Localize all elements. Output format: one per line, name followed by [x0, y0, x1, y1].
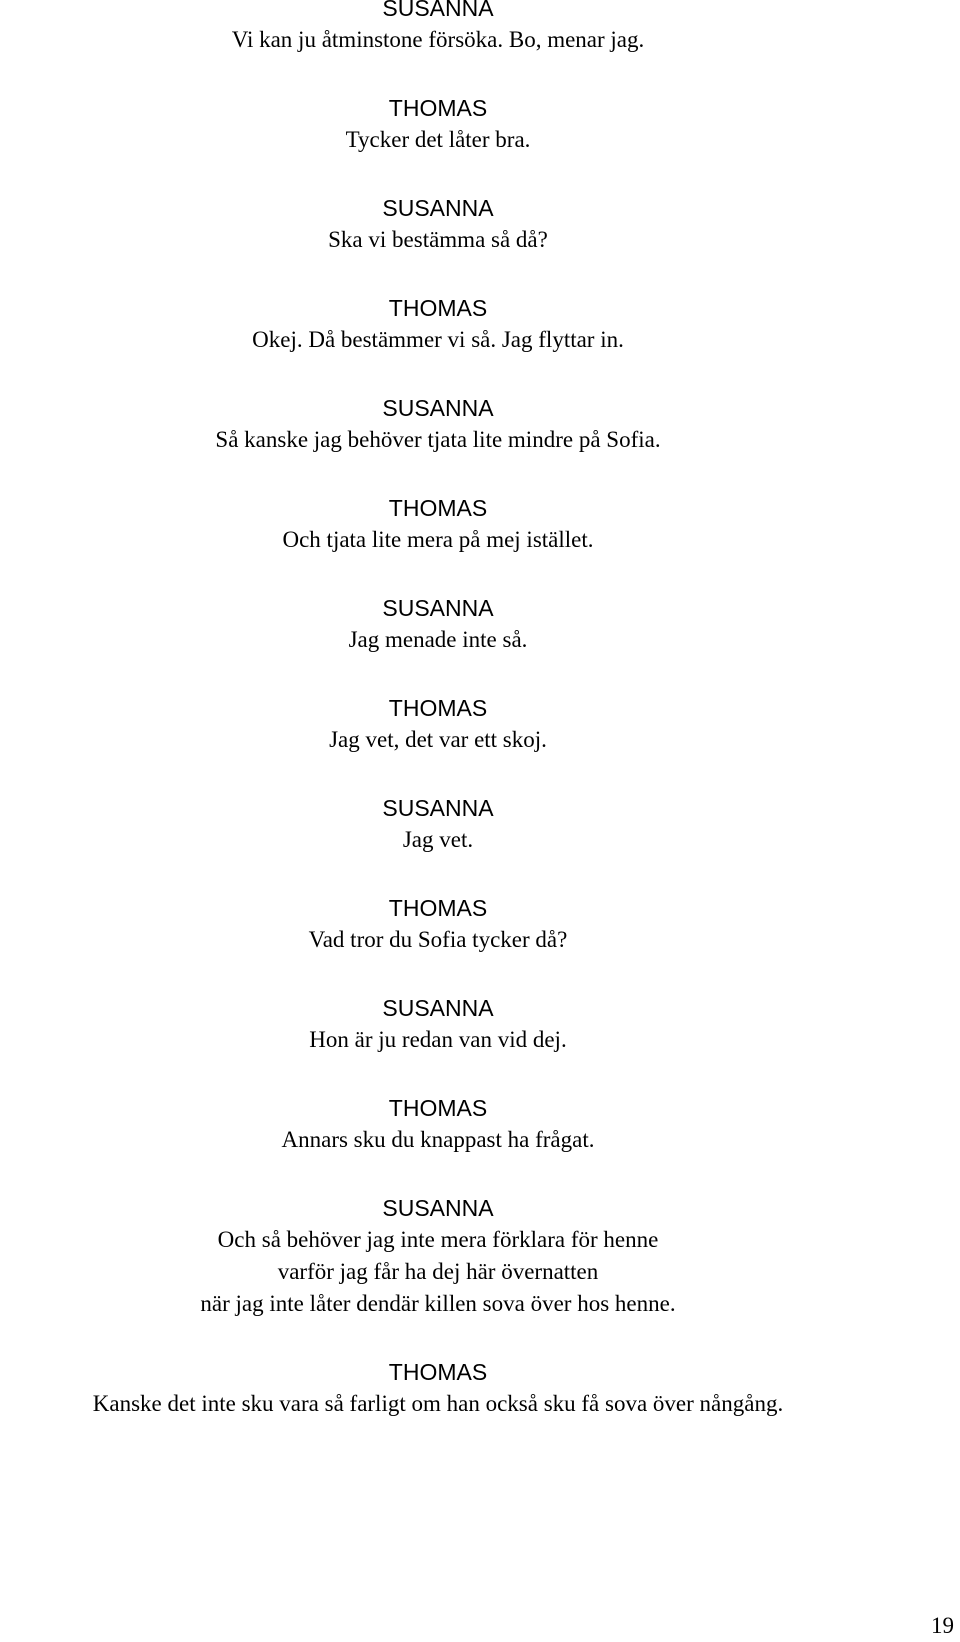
speaker-name: THOMAS [388, 495, 488, 521]
dialogue-line: Jag vet. [402, 827, 474, 852]
dialogue-exchange [0, 1356, 876, 1420]
dialogue-exchange [0, 492, 876, 556]
speaker-name: THOMAS [388, 695, 488, 721]
dialogue-line: Och så behöver jag inte mera förklara för henne [217, 1227, 659, 1252]
speaker-name: THOMAS [388, 295, 488, 321]
dialogue-exchange [0, 392, 876, 456]
speaker-name: SUSANNA [382, 395, 494, 421]
dialogue-exchange [0, 1192, 876, 1320]
dialogue-exchange [0, 0, 876, 56]
dialogue-line: Hon är ju redan van vid dej. [309, 1027, 567, 1052]
speaker-name: SUSANNA [382, 1195, 494, 1221]
dialogue-line: Tycker det låter bra. [345, 127, 531, 152]
speaker-name: SUSANNA [382, 595, 494, 621]
dialogue-exchange [0, 92, 876, 156]
dialogue-line: Ska vi bestämma så då? [328, 227, 548, 252]
dialogue-exchange [0, 792, 876, 856]
page-number: 19 [931, 1613, 954, 1638]
dialogue-line: Annars sku du knappast ha frågat. [281, 1127, 595, 1152]
dialogue-exchange [0, 1092, 876, 1156]
dialogue-line: Jag menade inte så. [348, 627, 528, 652]
dialogue-line: Jag vet, det var ett skoj. [329, 727, 547, 752]
dialogue-exchange [0, 992, 876, 1056]
speaker-name: THOMAS [388, 1359, 488, 1385]
dialogue-line: Vad tror du Sofia tycker då? [308, 927, 568, 952]
dialogue-line: varför jag får ha dej här övernatten [277, 1259, 599, 1284]
speaker-name: THOMAS [388, 95, 488, 121]
dialogue-exchange [0, 592, 876, 656]
dialogue-line: Så kanske jag behöver tjata lite mindre på Sofia. [215, 427, 661, 452]
dialogue-exchange [0, 192, 876, 256]
dialogue-exchange [0, 292, 876, 356]
speaker-name: SUSANNA [382, 0, 494, 21]
dialogue-line: Vi kan ju åtminstone försöka. Bo, menar jag. [231, 27, 645, 52]
speaker-name: SUSANNA [382, 195, 494, 221]
dialogue-line: Och tjata lite mera på mej istället. [282, 527, 594, 552]
speaker-name: SUSANNA [382, 795, 494, 821]
dialogue-line: när jag inte låter dendär killen sova över hos henne. [200, 1291, 676, 1316]
speaker-name: SUSANNA [382, 995, 494, 1021]
dialogue-exchange [0, 692, 876, 756]
dialogue-line: Kanske det inte sku vara så farligt om han också sku få sova över nångång. [92, 1391, 784, 1416]
speaker-name: THOMAS [388, 1095, 488, 1121]
speaker-name: THOMAS [388, 895, 488, 921]
dialogue-exchange [0, 892, 876, 956]
dialogue-line: Okej. Då bestämmer vi så. Jag flyttar in. [252, 327, 624, 352]
